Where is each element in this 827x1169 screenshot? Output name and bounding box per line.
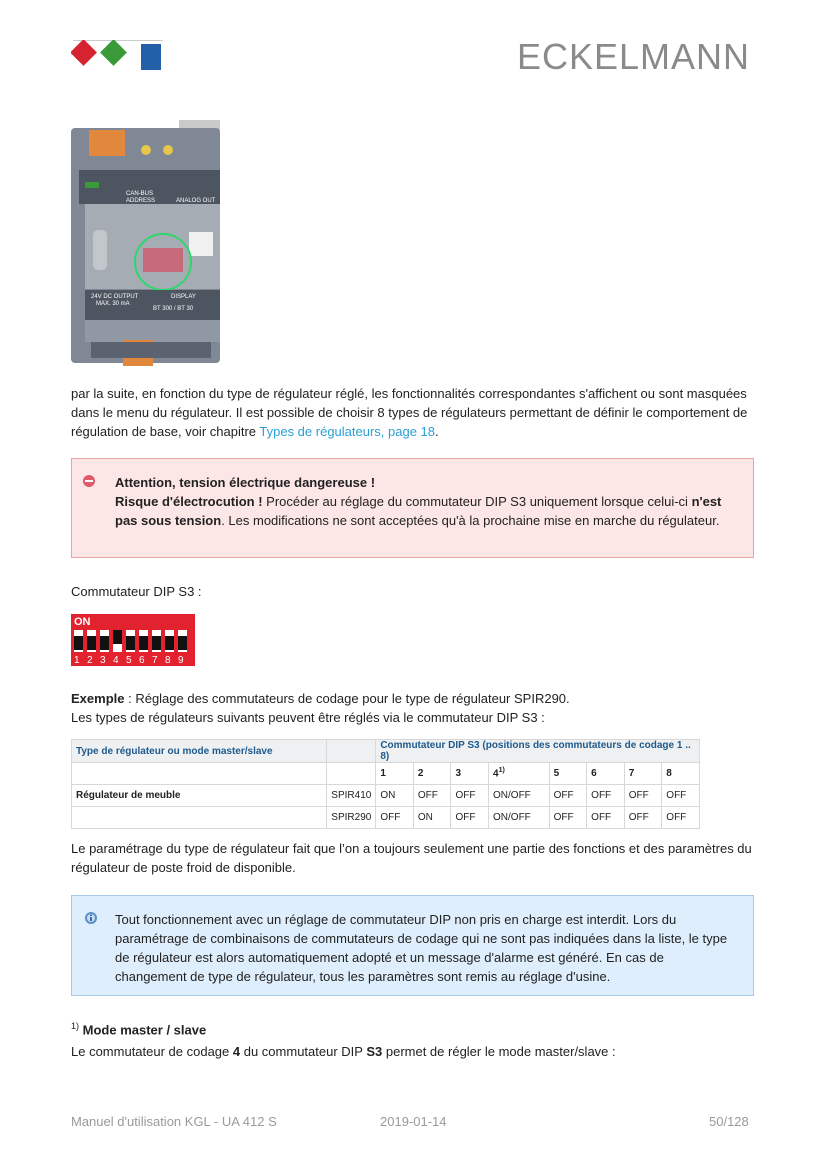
row1-v3: OFF	[451, 785, 489, 807]
col-num-5: 5	[549, 763, 587, 785]
col-num-3: 3	[451, 763, 489, 785]
danger-bold2: n'est pas sous tension	[115, 494, 722, 528]
example-text: : Réglage des commutateurs de codage pour le type de régulateur SPIR290.	[124, 691, 570, 706]
master-title-text: Mode master / slave	[82, 1022, 207, 1038]
master-paragraph	[71, 1042, 761, 1061]
row2-v2: ON	[413, 807, 451, 829]
dip-num-5: 5	[126, 655, 132, 666]
col-num-7: 7	[624, 763, 662, 785]
photo-label-address: ADDRESS	[126, 198, 156, 204]
row2-v5: OFF	[549, 807, 587, 829]
dip-num-4: 4	[113, 655, 119, 666]
master-b2: S3	[366, 1044, 383, 1059]
photo-label-24v: 24V DC OUTPUT	[91, 294, 139, 300]
intro-end: .	[435, 424, 439, 439]
header-right: Commutateur DIP S3 (positions des commutateurs de codage 1 .. 8)	[376, 740, 700, 763]
dip-num-3: 3	[100, 655, 106, 666]
danger-text2: . Les modifications ne sont acceptées qu'à la prochaine mise en marche du régulateur.	[221, 513, 720, 528]
dip-num-8: 8	[165, 655, 171, 666]
col-num-2: 2	[413, 763, 451, 785]
col-num-4-text: 4	[493, 768, 499, 780]
num-blank-2	[327, 763, 376, 785]
info-icon	[84, 911, 98, 925]
row1-v4: ON/OFF	[489, 785, 550, 807]
logo-squares-icon	[71, 40, 163, 74]
dip-num-1: 1	[74, 655, 80, 666]
types-link[interactable]: Types de régulateurs, page 18	[259, 424, 436, 439]
brand-name: ECKELMANN	[517, 36, 751, 77]
row2-v3: OFF	[451, 807, 489, 829]
row2-name: SPIR290	[327, 807, 376, 829]
row2-label-blank	[72, 807, 327, 829]
table-header-row	[72, 740, 700, 763]
info-text: Tout fonctionnement avec un réglage de commutateur DIP non pris en charge est interdit. Lors du paramétrage de combinaisons de commutateurs de codage qui ne sont pas indiquées dans la liste, le type de régulateur est alors automatiquement adopté et un message d'alarme est généré. En cas de changement de type de régulateur, tous les paramètres sont remis au réglage d'usine.	[115, 912, 728, 984]
photo-label-display: DISPLAY	[171, 294, 196, 300]
row1-v8: OFF	[662, 785, 700, 807]
row1-name: SPIR410	[327, 785, 376, 807]
row2-v7: OFF	[624, 807, 662, 829]
row2-v8: OFF	[662, 807, 700, 829]
master-b1: 4	[232, 1044, 241, 1059]
master-sup: 1)	[71, 1021, 80, 1031]
master-t2: du commutateur DIP	[240, 1044, 367, 1059]
footer-date: 2019-01-14	[380, 1114, 447, 1129]
device-photo	[71, 120, 220, 370]
col-num-6: 6	[587, 763, 625, 785]
photo-label-canbus: CAN-BUS	[126, 191, 154, 197]
dip-num-2: 2	[87, 655, 93, 666]
after-table-paragraph: Le paramétrage du type de régulateur fait que l’on a toujours seulement une partie des fonctions et des paramètres du régulateur de poste froid de disponible.	[71, 841, 752, 875]
master-t3: permet de régler le mode master/slave :	[382, 1044, 616, 1059]
dip-num-6: 6	[139, 655, 145, 666]
table-row	[72, 807, 700, 829]
danger-lead: Risque d'électrocution !	[115, 494, 263, 509]
dip-num-9: 9	[178, 655, 184, 666]
photo-label-bt: BT 300 / BT 30	[153, 306, 194, 312]
row1-v1: ON	[376, 785, 414, 807]
row2-v4: ON/OFF	[489, 807, 550, 829]
row1-v6: OFF	[587, 785, 625, 807]
dip-num-7: 7	[152, 655, 158, 666]
row2-v1: OFF	[376, 807, 414, 829]
intro-paragraph	[71, 384, 761, 441]
dip-heading: Commutateur DIP S3 :	[71, 584, 202, 599]
num-blank-1	[72, 763, 327, 785]
footer-page: 50/128	[709, 1114, 749, 1129]
info-notice	[71, 895, 754, 996]
danger-text1: Procéder au réglage du commutateur DIP S3 uniquement lorsque celui-ci	[262, 494, 692, 509]
header-left: Type de régulateur ou mode master/slave	[72, 740, 327, 763]
master-title	[71, 1021, 206, 1037]
danger-title: Attention, tension électrique dangereuse !	[115, 475, 376, 490]
photo-label-analog: ANALOG OUT	[176, 198, 216, 204]
danger-body	[115, 492, 733, 530]
col-num-8: 8	[662, 763, 700, 785]
table-row	[72, 785, 700, 807]
photo-label-max: MAX. 30 mA	[96, 301, 130, 307]
row-label: Régulateur de meuble	[72, 785, 327, 807]
intro-text: par la suite, en fonction du type de régulateur réglé, les fonctionnalités correspondantes s'affichent ou sont masquées dans le menu du régulateur. Il est possible de choisir 8 types de régulateurs permettant de définir le comportement de régulation de base, voir chapitre	[71, 386, 748, 439]
row1-v5: OFF	[549, 785, 587, 807]
example-bold: Exemple	[71, 691, 125, 706]
danger-notice	[71, 458, 754, 558]
row2-v6: OFF	[587, 807, 625, 829]
logo	[71, 40, 163, 74]
minus-circle-icon	[82, 474, 96, 488]
footer-left: Manuel d'utilisation KGL - UA 412 S	[71, 1114, 277, 1129]
col-num-4-sup: 1)	[498, 767, 505, 775]
dip-table	[71, 739, 700, 829]
example-line2: Les types de régulateurs suivants peuvent être réglés via le commutateur DIP S3 :	[71, 710, 545, 725]
dip-switch-graphic	[71, 614, 195, 666]
dip-on-label: ON	[74, 616, 91, 628]
col-num-1: 1	[376, 763, 414, 785]
col-num-4	[489, 763, 550, 785]
row1-v7: OFF	[624, 785, 662, 807]
table-number-row	[72, 763, 700, 785]
example-paragraph	[71, 689, 761, 727]
master-t1: Le commutateur de codage	[71, 1044, 233, 1059]
row1-v2: OFF	[413, 785, 451, 807]
header-blank	[327, 740, 376, 763]
